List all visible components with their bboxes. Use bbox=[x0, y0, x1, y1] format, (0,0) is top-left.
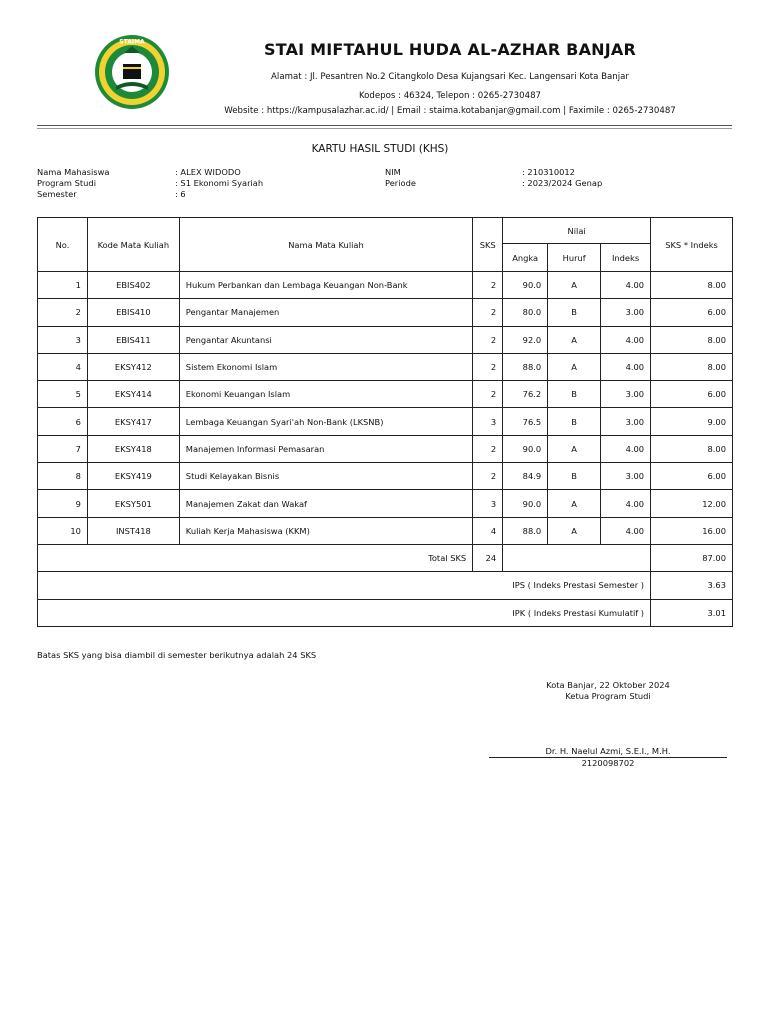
cell-no: 3 bbox=[38, 326, 88, 353]
cell-nama: Kuliah Kerja Mahasiswa (KKM) bbox=[179, 517, 472, 544]
ipk-value: 3.01 bbox=[651, 599, 733, 626]
header-nilai: Nilai bbox=[503, 218, 651, 244]
cell-kode: EKSY501 bbox=[87, 490, 179, 517]
cell-kode: EKSY414 bbox=[87, 381, 179, 408]
institution-address: Alamat : Jl. Pesantren No.2 Citangkolo Desa Kujangsari Kec. Langensari Kota Banjar bbox=[271, 72, 629, 82]
total-sks-indeks: 87.00 bbox=[651, 544, 733, 571]
cell-huruf: A bbox=[548, 326, 601, 353]
table-row bbox=[38, 299, 733, 326]
cell-angka: 88.0 bbox=[503, 353, 548, 380]
institution-name: STAI MIFTAHUL HUDA AL-AZHAR BANJAR bbox=[263, 40, 637, 59]
name-label: Nama Mahasiswa bbox=[37, 167, 110, 177]
header-huruf: Huruf bbox=[548, 244, 601, 272]
total-sks: 24 bbox=[473, 544, 503, 571]
table-row bbox=[38, 408, 733, 435]
ips-label: IPS ( Indeks Prestasi Semester ) bbox=[38, 572, 651, 599]
cell-nama: Pengantar Akuntansi bbox=[179, 326, 472, 353]
cell-sks-indeks: 16.00 bbox=[651, 517, 733, 544]
cell-indeks: 4.00 bbox=[601, 353, 651, 380]
cell-sks: 3 bbox=[473, 408, 503, 435]
logo-text: STAIMA bbox=[119, 38, 145, 46]
sks-limit-note: Batas SKS yang bisa diambil di semester berikutnya adalah 24 SKS bbox=[37, 650, 317, 660]
header-angka: Angka bbox=[503, 244, 548, 272]
ipk-label: IPK ( Indeks Prestasi Kumulatif ) bbox=[38, 599, 651, 626]
cell-sks-indeks: 8.00 bbox=[651, 272, 733, 299]
periode-value: : 2023/2024 Genap bbox=[522, 178, 603, 188]
cell-angka: 92.0 bbox=[503, 326, 548, 353]
semester-label: Semester bbox=[37, 189, 77, 199]
student-labels-left bbox=[37, 167, 110, 200]
cell-kode: EBIS410 bbox=[87, 299, 179, 326]
cell-sks: 2 bbox=[473, 463, 503, 490]
cell-huruf: A bbox=[548, 353, 601, 380]
cell-nama: Sistem Ekonomi Islam bbox=[179, 353, 472, 380]
table-row bbox=[38, 381, 733, 408]
table-row bbox=[38, 272, 733, 299]
nim-value: : 210310012 bbox=[522, 167, 575, 177]
signature-name: Dr. H. Naelul Azmi, S.E.I., M.H. bbox=[545, 746, 671, 756]
cell-sks-indeks: 8.00 bbox=[651, 353, 733, 380]
cell-kode: EBIS411 bbox=[87, 326, 179, 353]
document-title: KARTU HASIL STUDI (KHS) bbox=[311, 143, 449, 155]
student-labels-right bbox=[385, 167, 416, 189]
grades-table bbox=[37, 217, 733, 627]
total-label: Total SKS bbox=[38, 544, 473, 571]
cell-sks-indeks: 8.00 bbox=[651, 435, 733, 462]
cell-no: 10 bbox=[38, 517, 88, 544]
program-label: Program Studi bbox=[37, 178, 96, 188]
cell-angka: 76.5 bbox=[503, 408, 548, 435]
student-values-left bbox=[175, 167, 263, 200]
cell-no: 8 bbox=[38, 463, 88, 490]
cell-huruf: A bbox=[548, 490, 601, 517]
total-row bbox=[38, 544, 733, 571]
cell-nama: Lembaga Keuangan Syari'ah Non-Bank (LKSNB) bbox=[179, 408, 472, 435]
cell-angka: 76.2 bbox=[503, 381, 548, 408]
cell-sks: 2 bbox=[473, 381, 503, 408]
cell-nama: Ekonomi Keuangan Islam bbox=[179, 381, 472, 408]
cell-indeks: 3.00 bbox=[601, 381, 651, 408]
header-no: No. bbox=[38, 218, 88, 272]
cell-nama: Hukum Perbankan dan Lembaga Keuangan Non-Bank bbox=[179, 272, 472, 299]
cell-huruf: A bbox=[548, 517, 601, 544]
cell-kode: EKSY417 bbox=[87, 408, 179, 435]
signature-role: Ketua Program Studi bbox=[565, 691, 651, 701]
table-row bbox=[38, 463, 733, 490]
cell-no: 4 bbox=[38, 353, 88, 380]
nim-label: NIM bbox=[385, 167, 401, 177]
header-kode: Kode Mata Kuliah bbox=[87, 218, 179, 272]
periode-label: Periode bbox=[385, 178, 416, 188]
cell-no: 5 bbox=[38, 381, 88, 408]
cell-huruf: B bbox=[548, 381, 601, 408]
cell-no: 9 bbox=[38, 490, 88, 517]
cell-angka: 88.0 bbox=[503, 517, 548, 544]
cell-huruf: B bbox=[548, 408, 601, 435]
header-sks-indeks: SKS * Indeks bbox=[651, 218, 733, 272]
table-row bbox=[38, 326, 733, 353]
cell-sks-indeks: 6.00 bbox=[651, 299, 733, 326]
cell-sks: 2 bbox=[473, 326, 503, 353]
cell-nama: Manajemen Zakat dan Wakaf bbox=[179, 490, 472, 517]
cell-angka: 90.0 bbox=[503, 272, 548, 299]
ipk-row bbox=[38, 599, 733, 626]
cell-indeks: 3.00 bbox=[601, 299, 651, 326]
cell-huruf: B bbox=[548, 463, 601, 490]
cell-indeks: 4.00 bbox=[601, 326, 651, 353]
header-divider-thin bbox=[37, 128, 732, 129]
program-value: : S1 Ekonomi Syariah bbox=[175, 178, 264, 188]
cell-angka: 80.0 bbox=[503, 299, 548, 326]
cell-sks-indeks: 8.00 bbox=[651, 326, 733, 353]
header-nama: Nama Mata Kuliah bbox=[179, 218, 472, 272]
header-indeks: Indeks bbox=[601, 244, 651, 272]
cell-angka: 84.9 bbox=[503, 463, 548, 490]
cell-no: 2 bbox=[38, 299, 88, 326]
header-divider bbox=[37, 125, 732, 126]
name-value: : ALEX WIDODO bbox=[175, 167, 241, 177]
cell-no: 6 bbox=[38, 408, 88, 435]
cell-kode: INST418 bbox=[87, 517, 179, 544]
cell-sks: 2 bbox=[473, 353, 503, 380]
cell-sks-indeks: 6.00 bbox=[651, 463, 733, 490]
total-empty-cell bbox=[503, 544, 651, 571]
cell-huruf: A bbox=[548, 435, 601, 462]
table-row bbox=[38, 517, 733, 544]
cell-huruf: B bbox=[548, 299, 601, 326]
table-row bbox=[38, 435, 733, 462]
cell-kode: EKSY418 bbox=[87, 435, 179, 462]
cell-sks: 4 bbox=[473, 517, 503, 544]
ips-row bbox=[38, 572, 733, 599]
table-row bbox=[38, 353, 733, 380]
cell-angka: 90.0 bbox=[503, 490, 548, 517]
cell-indeks: 4.00 bbox=[601, 435, 651, 462]
cell-nama: Studi Kelayakan Bisnis bbox=[179, 463, 472, 490]
cell-kode: EBIS402 bbox=[87, 272, 179, 299]
cell-huruf: A bbox=[548, 272, 601, 299]
cell-no: 1 bbox=[38, 272, 88, 299]
cell-indeks: 3.00 bbox=[601, 408, 651, 435]
cell-sks: 2 bbox=[473, 272, 503, 299]
cell-indeks: 4.00 bbox=[601, 517, 651, 544]
cell-nama: Manajemen Informasi Pemasaran bbox=[179, 435, 472, 462]
institution-postal: Kodepos : 46324, Telepon : 0265-2730487 bbox=[358, 91, 542, 101]
ips-value: 3.63 bbox=[651, 572, 733, 599]
cell-indeks: 4.00 bbox=[601, 490, 651, 517]
cell-sks: 2 bbox=[473, 435, 503, 462]
cell-kode: EKSY419 bbox=[87, 463, 179, 490]
cell-sks-indeks: 9.00 bbox=[651, 408, 733, 435]
cell-indeks: 4.00 bbox=[601, 272, 651, 299]
signature-place-date: Kota Banjar, 22 Oktober 2024 bbox=[546, 680, 670, 690]
semester-value: : 6 bbox=[175, 189, 186, 199]
table-row bbox=[38, 490, 733, 517]
cell-sks-indeks: 12.00 bbox=[651, 490, 733, 517]
cell-indeks: 3.00 bbox=[601, 463, 651, 490]
signature-id: 2120098702 bbox=[581, 758, 635, 768]
cell-sks-indeks: 6.00 bbox=[651, 381, 733, 408]
header-sks: SKS bbox=[473, 218, 503, 272]
cell-nama: Pengantar Manajemen bbox=[179, 299, 472, 326]
cell-angka: 90.0 bbox=[503, 435, 548, 462]
cell-kode: EKSY412 bbox=[87, 353, 179, 380]
cell-no: 7 bbox=[38, 435, 88, 462]
cell-sks: 2 bbox=[473, 299, 503, 326]
cell-sks: 3 bbox=[473, 490, 503, 517]
student-values-right bbox=[522, 167, 602, 189]
institution-contact: Website : https://kampusalazhar.ac.id/ | Email : staima.kotabanjar@gmail.com | Faximile : 0265-2730487 bbox=[224, 106, 676, 116]
